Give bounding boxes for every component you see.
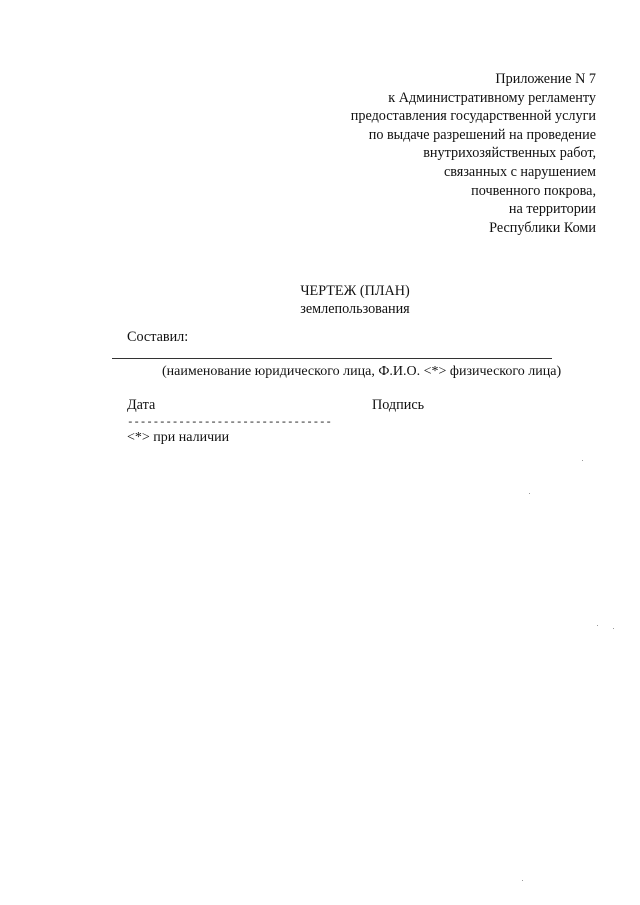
appendix-header	[296, 70, 596, 237]
compiled-by-line	[112, 358, 552, 359]
appendix-line: Республики Коми	[489, 219, 596, 236]
scan-speck	[597, 625, 598, 626]
footnote-separator: --------------------------------	[127, 417, 332, 429]
scan-speck	[582, 460, 583, 461]
compiled-caption: (наименование юридического лица, Ф.И.О. <*> физического лица)	[162, 364, 562, 379]
appendix-line: на территории	[508, 201, 596, 218]
appendix-line: по выдаче разрешений на проведение	[368, 126, 596, 143]
compiled-label: Составил:	[127, 329, 189, 345]
appendix-line: Приложение N 7	[495, 71, 596, 87]
appendix-line: связанных с нарушением	[443, 163, 596, 180]
signature-label: Подпись	[372, 397, 425, 413]
scan-speck	[529, 493, 530, 494]
title-block	[0, 282, 640, 318]
footnote-text: <*> при наличии	[127, 430, 230, 445]
appendix-line: к Административному регламенту	[388, 89, 596, 106]
appendix-line: почвенного покрова,	[471, 182, 596, 199]
scan-speck	[613, 628, 614, 629]
appendix-line: предоставления государственной услуги	[350, 108, 596, 125]
appendix-line: внутрихозяйственных работ,	[423, 145, 596, 162]
document-title: ЧЕРТЕЖ (ПЛАН)	[300, 283, 410, 299]
scan-speck	[522, 880, 523, 881]
document-subtitle: землепользования	[300, 301, 410, 317]
date-label: Дата	[127, 397, 156, 413]
